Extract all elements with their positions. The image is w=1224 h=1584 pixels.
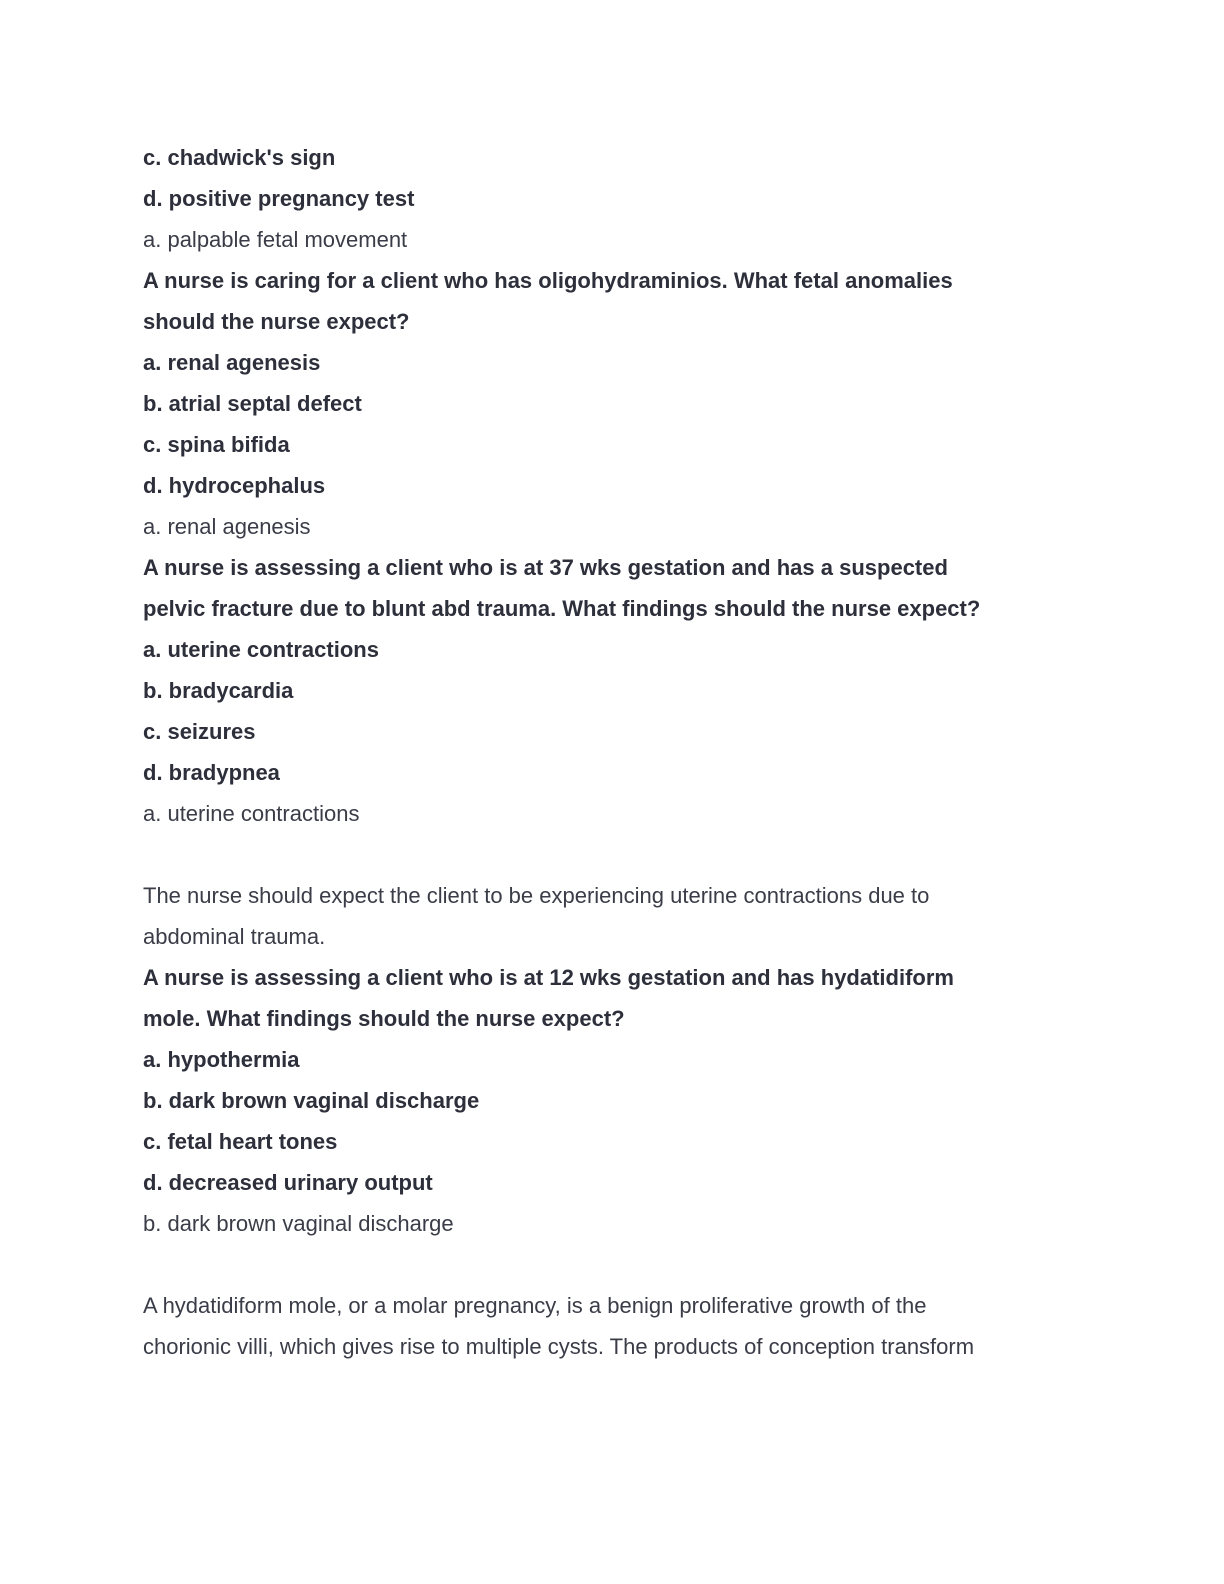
blank-line bbox=[143, 1244, 1103, 1285]
option-line: b. bradycardia bbox=[143, 678, 294, 703]
option-line: a. hypothermia bbox=[143, 1047, 300, 1072]
document-page bbox=[143, 137, 1103, 1367]
option-line: c. spina bifida bbox=[143, 432, 290, 457]
rationale-line: A hydatidiform mole, or a molar pregnancy, is a benign proliferative growth of the bbox=[143, 1293, 927, 1318]
option-line: b. atrial septal defect bbox=[143, 391, 362, 416]
option-line: c. chadwick's sign bbox=[143, 145, 336, 170]
question-line: A nurse is assessing a client who is at 12 wks gestation and has hydatidiform bbox=[143, 965, 954, 990]
option-line: d. bradypnea bbox=[143, 760, 280, 785]
option-line: c. fetal heart tones bbox=[143, 1129, 338, 1154]
question-line: should the nurse expect? bbox=[143, 309, 410, 334]
rationale-line: abdominal trauma. bbox=[143, 924, 326, 949]
question-line: mole. What findings should the nurse expect? bbox=[143, 1006, 625, 1031]
answer-line: b. dark brown vaginal discharge bbox=[143, 1211, 454, 1236]
option-line: b. dark brown vaginal discharge bbox=[143, 1088, 480, 1113]
rationale-line: The nurse should expect the client to be experiencing uterine contractions due to bbox=[143, 883, 930, 908]
question-line: pelvic fracture due to blunt abd trauma. What findings should the nurse expect? bbox=[143, 596, 981, 621]
option-line: d. positive pregnancy test bbox=[143, 186, 415, 211]
option-line: c. seizures bbox=[143, 719, 256, 744]
option-line: d. hydrocephalus bbox=[143, 473, 326, 498]
blank-line bbox=[143, 834, 1103, 875]
option-line: a. renal agenesis bbox=[143, 350, 321, 375]
answer-line: a. palpable fetal movement bbox=[143, 227, 408, 252]
question-line: A nurse is assessing a client who is at 37 wks gestation and has a suspected bbox=[143, 555, 948, 580]
rationale-line: chorionic villi, which gives rise to multiple cysts. The products of conception transform bbox=[143, 1334, 975, 1359]
answer-line: a. renal agenesis bbox=[143, 514, 311, 539]
option-line: d. decreased urinary output bbox=[143, 1170, 433, 1195]
option-line: a. uterine contractions bbox=[143, 637, 379, 662]
answer-line: a. uterine contractions bbox=[143, 801, 360, 826]
question-line: A nurse is caring for a client who has oligohydraminios. What fetal anomalies bbox=[143, 268, 953, 293]
